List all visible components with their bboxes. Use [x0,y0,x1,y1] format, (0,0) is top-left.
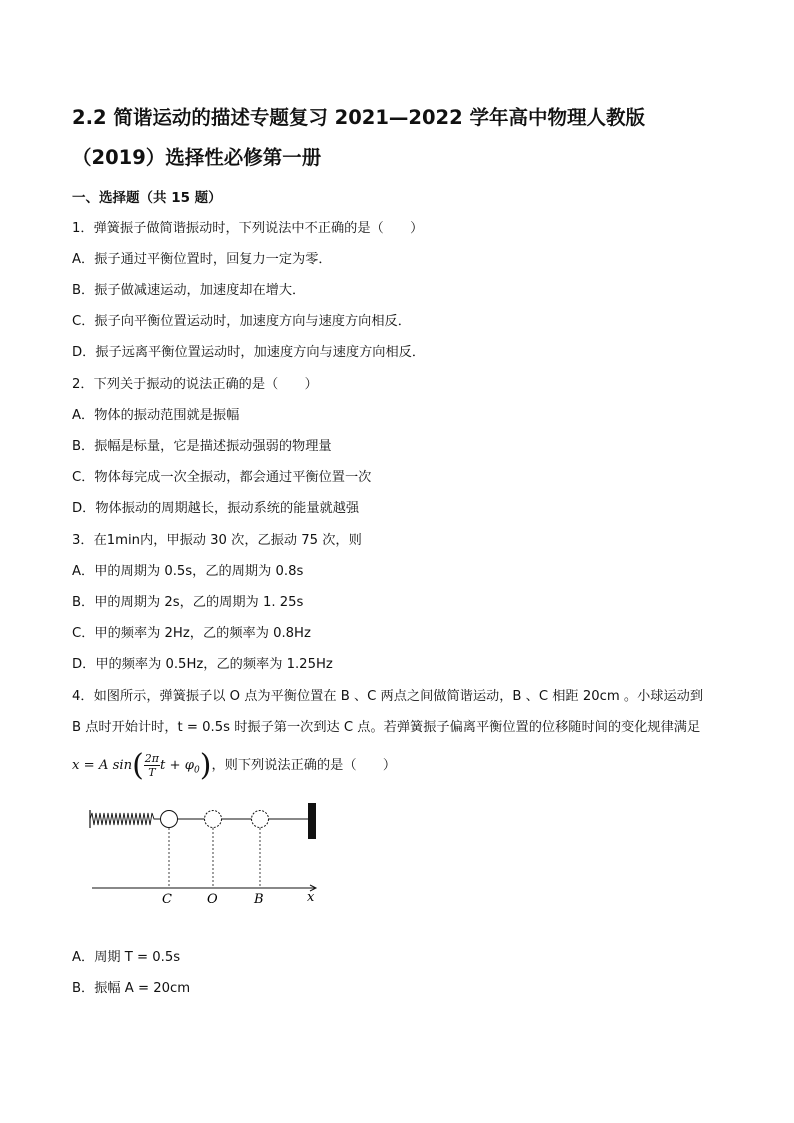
ball-at-b [252,811,269,828]
formula-rest: t + φ [160,758,194,773]
q2-stem: 2．下列关于振动的说法正确的是（ ） [72,377,318,392]
label-o: O [207,892,218,907]
q2-option-a: A．物体的振动范围就是振幅 [72,408,240,423]
document-title [72,103,732,173]
formula-fraction [144,752,160,779]
q3-option-c: C．甲的频率为 2Hz，乙的频率为 0.8Hz [72,626,311,641]
q4-option-a: A．周期 T = 0.5s [72,950,181,965]
q3-stem: 3．在1min内，甲振动 30 次，乙振动 75 次，则 [72,533,362,548]
q2-option-c: C．物体每完成一次全振动，都会通过平衡位置一次 [72,470,372,485]
title-line-1: 2.2 简谐运动的描述专题复习 2021—2022 学年高中物理人教版 [72,106,645,129]
label-x: x [307,890,315,905]
formula-numerator: 2π [144,752,160,765]
q4-option-b: B．振幅 A = 20cm [72,981,191,996]
q3-option-a: A．甲的周期为 0.5s，乙的周期为 0.8s [72,564,304,579]
spring [90,813,160,825]
q2-option-d: D．物体振动的周期越长，振动系统的能量就越强 [72,501,360,516]
q1-option-d: D．振子远离平衡位置运动时，加速度方向与速度方向相反． [72,345,426,360]
section-heading: 一、选择题（共 15 题） [72,190,222,206]
q4-stem-line-2: B 点时开始计时，t = 0.5s 时振子第一次到达 C 点。若弹簧振子偏离平衡位置的位移随时间的变化规律满足 [72,720,701,735]
formula-denominator: T [148,766,156,779]
right-wall [308,803,316,839]
q1-option-b: B．振子做减速运动，加速度却在增大． [72,283,306,298]
formula-subscript: 0 [194,765,200,776]
q4-formula: x = A sin( $\frac{2\pi}{T}$ $t + \varphi_0$)，则下列说法正确的是（ ） [72,748,397,783]
spring-oscillator-figure [80,795,330,910]
q1-option-c: C．振子向平衡位置运动时，加速度方向与速度方向相反． [72,314,411,329]
q3-option-b: B．甲的周期为 2s，乙的周期为 1. 25s [72,595,304,610]
formula-lhs: x = A sin [72,758,133,773]
q4-stem-line-1: 4．如图所示，弹簧振子以 O 点为平衡位置在 B 、C 两点之间做简谐运动，B 、C 相距 20cm 。小球运动到 [72,689,704,704]
q1-stem: 1．弹簧振子做简谐振动时，下列说法中不正确的是（ ） [72,221,424,236]
label-c: C [162,892,172,907]
label-b: B [254,892,264,907]
q3-option-d: D．甲的频率为 0.5Hz，乙的频率为 1.25Hz [72,657,333,672]
ball-at-c [161,811,178,828]
q2-option-b: B．振幅是标量，它是描述振动强弱的物理量 [72,439,332,454]
q1-option-a: A．振子通过平衡位置时，回复力一定为零． [72,252,332,267]
formula-tail: ，则下列说法正确的是（ ） [211,758,397,773]
ball-at-o [205,811,222,828]
title-line-2: （2019）选择性必修第一册 [72,146,322,169]
